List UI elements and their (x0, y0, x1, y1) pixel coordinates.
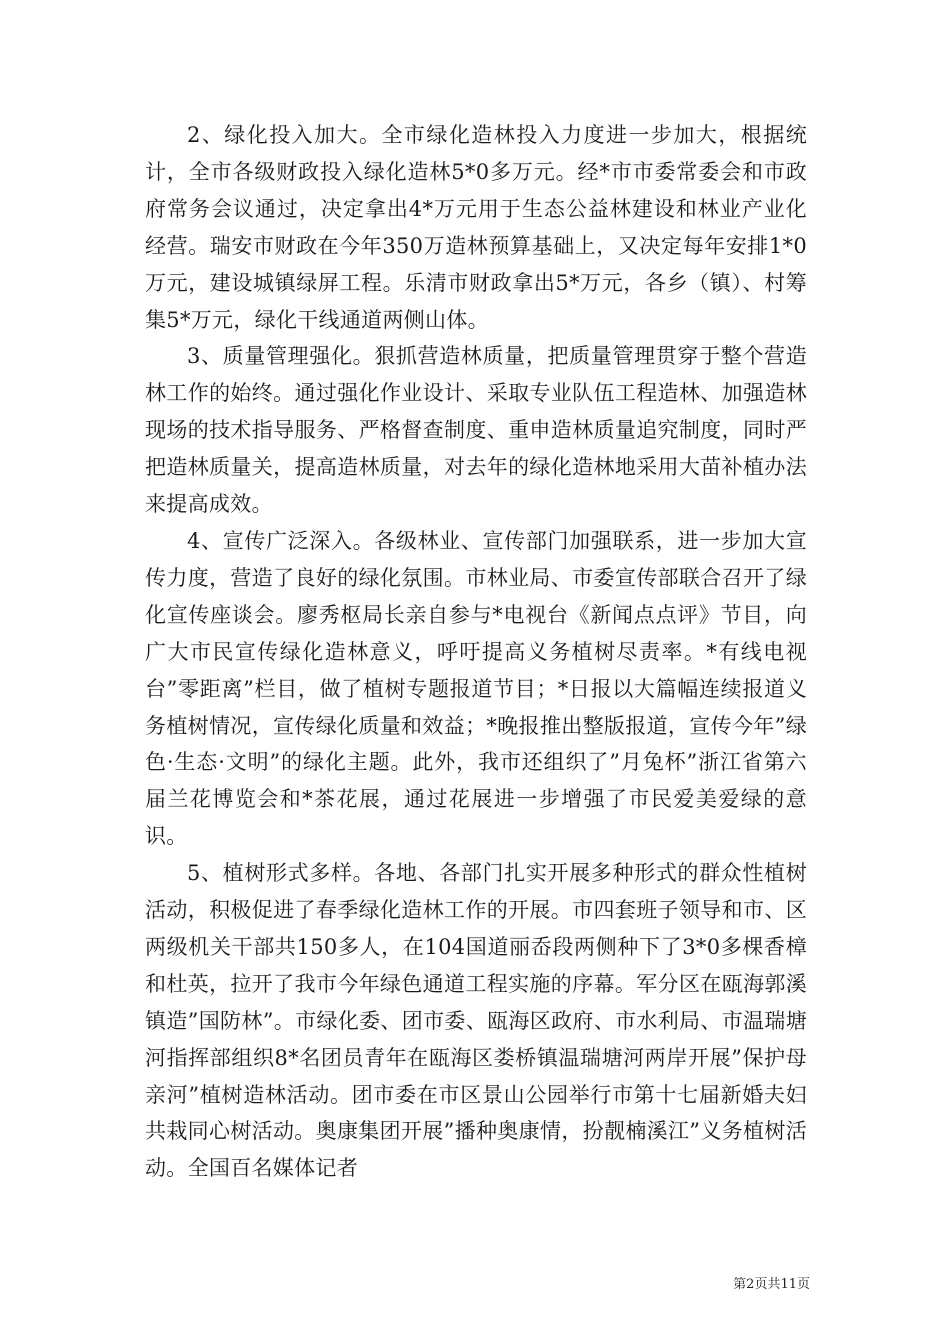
paragraph-greening-investment: 2、绿化投入加大。全市绿化造林投入力度进一步加大，根据统计，全市各级财政投入绿化造林5*0多万元。经*市市委常委会和市政府常务会议通过，决定拿出4*万元用于生态公益林建设和林业产业化经营。瑞安市财政在今年350万造林预算基础上，又决定每年安排1*0万元，建设城镇绿屏工程。乐清市财政拿出5*万元，各乡（镇）、村筹集5*万元，绿化干线通道两侧山体。 (145, 123, 807, 332)
paragraph-publicity: 4、宣传广泛深入。各级林业、宣传部门加强联系，进一步加大宣传力度，营造了良好的绿化氛围。市林业局、市委宣传部联合召开了绿化宣传座谈会。廖秀枢局长亲自参与*电视台《新闻点点评》节目，向广大市民宣传绿化造林意义，呼吁提高义务植树尽责率。*有线电视台”零距离”栏目，做了植树专题报道节目；*日报以大篇幅连续报道义务植树情况，宣传绿化质量和效益；*晚报推出整版报道，宣传今年”绿色·生态·文明”的绿化主题。此外，我市还组织了”月兔杯”浙江省第六届兰花博览会和*茶花展，通过花展进一步增强了市民爱美爱绿的意识。 (145, 528, 807, 849)
document-body (145, 117, 807, 1187)
paragraph-quality-management: 3、质量管理强化。狠抓营造林质量，把质量管理贯穿于整个营造林工作的始终。通过强化作业设计、采取专业队伍工程造林、加强造林现场的技术指导服务、严格督查制度、重申造林质量追究制度，同时严把造林质量关，提高造林质量，对去年的绿化造林地采用大苗补植办法来提高成效。 (145, 344, 807, 517)
page-number-footer: 第2页共11页 (733, 1277, 810, 1292)
paragraph-planting-forms: 5、植树形式多样。各地、各部门扎实开展多种形式的群众性植树活动，积极促进了春季绿化造林工作的开展。市四套班子领导和市、区两级机关干部共150多人，在104国道丽岙段两侧种下了3*0多棵香樟和杜英，拉开了我市今年绿色通道工程实施的序幕。军分区在瓯海郭溪镇造”国防林”。市绿化委、团市委、瓯海区政府、市水利局、市温瑞塘河指挥部组织8*名团员青年在瓯海区娄桥镇温瑞塘河两岸开展”保护母亲河”植树造林活动。团市委在市区景山公园举行市第十七届新婚夫妇共栽同心树活动。奥康集团开展”播种奥康情，扮靓楠溪江”义务植树活动。全国百名媒体记者 (145, 861, 807, 1181)
